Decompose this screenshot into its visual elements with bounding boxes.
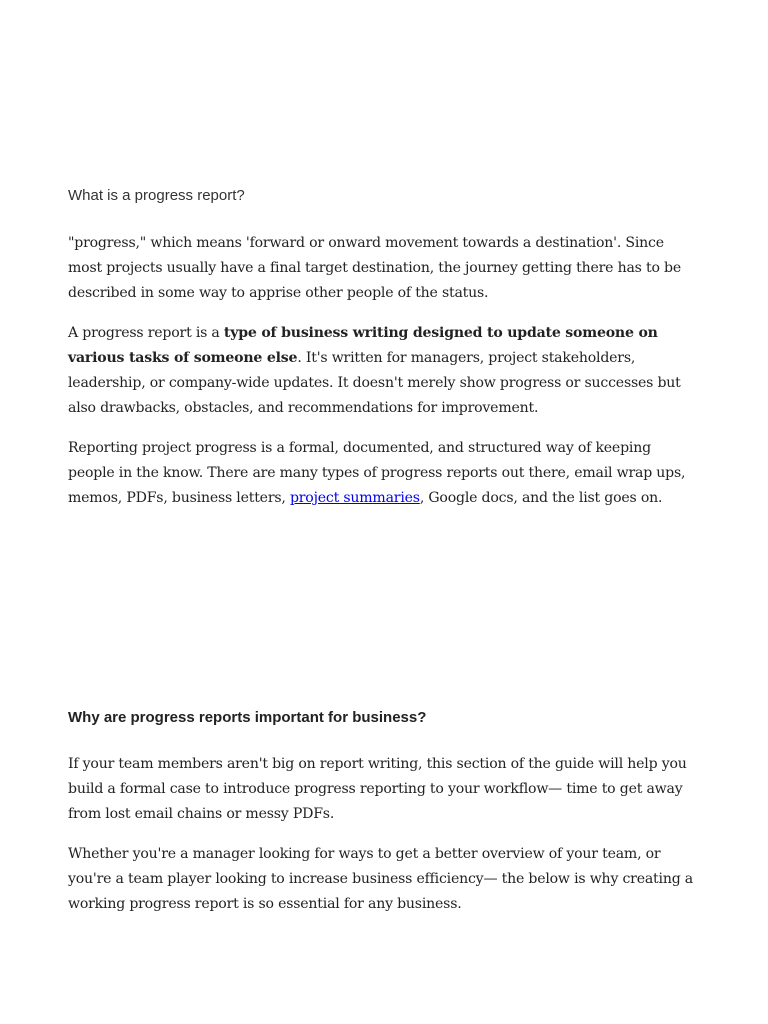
section-why-important	[68, 752, 700, 932]
bold-phrase: type of business writing designed to update someone on various tasks of someone else	[68, 325, 658, 366]
paragraph-team-members: If your team members aren't big on report writing, this section of the guide will help you build a formal case to introduce progress reporting to your workflow— time to get away from lost email chains or messy PDFs.	[68, 756, 687, 822]
paragraph-text: . It's written for managers, project stakeholders, leadership, or company-wide updates. It doesn't merely show progress or successes but also drawbacks, obstacles, and recommendations for improvement.	[68, 350, 681, 416]
project-summaries-link[interactable]: project summaries	[289, 490, 420, 506]
paragraph-text: , Google docs, and the list goes on.	[419, 490, 663, 506]
paragraph-manager-overview: Whether you're a manager looking for ways to get a better overview of your team, or you're a team player looking to increase business efficiency— the below is why creating a working progress report is so essential for any business.	[68, 846, 694, 912]
paragraph-reporting-types	[68, 436, 700, 511]
paragraph-text: Reporting project progress is a formal, documented, and structured way of keeping people in the know. There are many types of progress reports out there, email wrap ups, memos, PDFs, business letters,	[68, 440, 686, 506]
paragraph-text: A progress report is a	[68, 325, 224, 341]
section-heading-why-important: Why are progress reports important for business?	[68, 709, 427, 726]
paragraph-progress-report-type	[68, 321, 700, 421]
paragraph-definition: "progress," which means 'forward or onward movement towards a destination'. Since most projects usually have a final target destination, the journey getting there has to be described in some way to apprise other people of the status.	[68, 235, 681, 301]
section-what-is	[68, 231, 700, 526]
section-heading-what-is: What is a progress report?	[68, 187, 245, 204]
